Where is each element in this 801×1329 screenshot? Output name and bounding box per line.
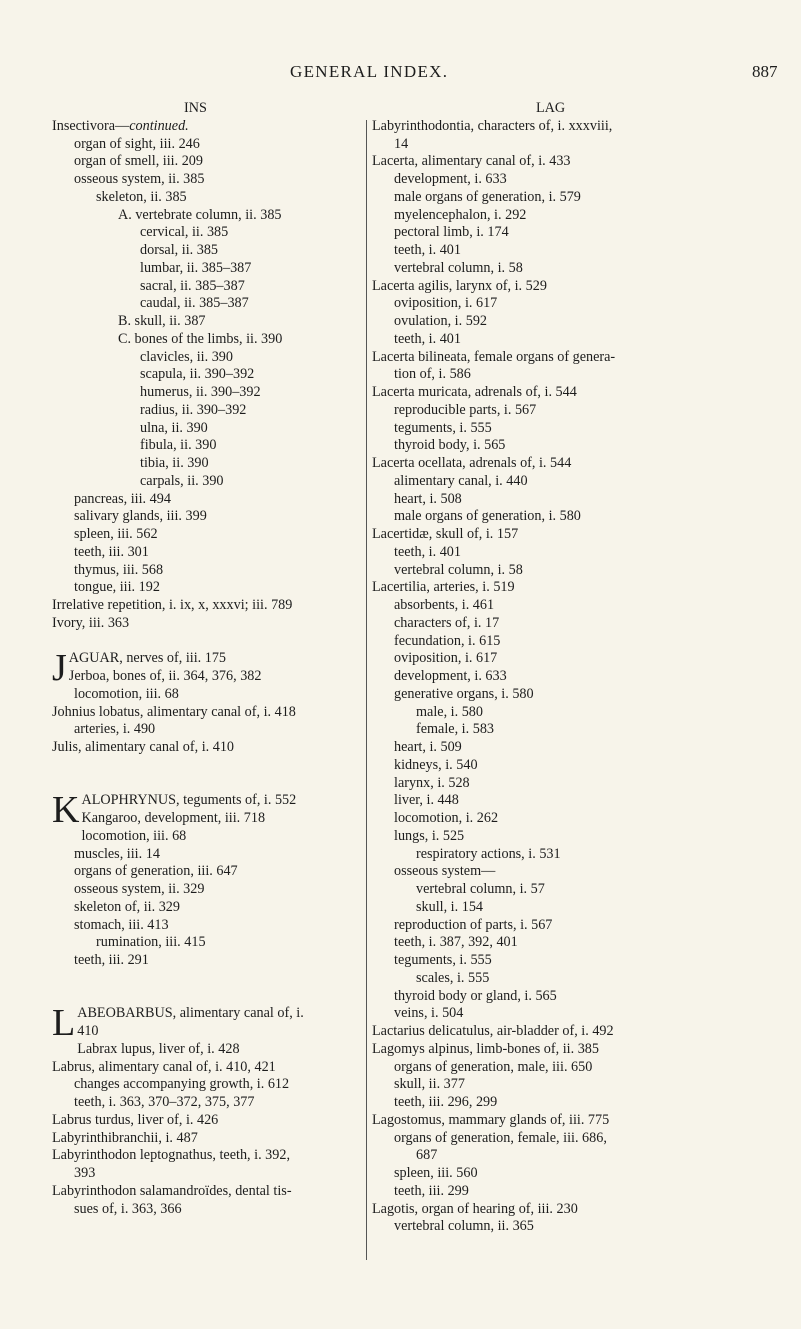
index-entry: Labrus turdus, liver of, i. 426 xyxy=(52,1111,219,1128)
index-entry: humerus, ii. 390–392 xyxy=(140,384,261,400)
index-entry: vertebral column, i. 58 xyxy=(394,259,523,276)
index-entry: teguments, i. 555 xyxy=(394,419,492,436)
running-title: GENERAL INDEX. xyxy=(290,62,449,81)
index-entry: Lagostomus, mammary glands of, iii. 775 xyxy=(372,1111,610,1128)
index-entry: scapula, ii. 390–392 xyxy=(140,366,255,383)
section-j xyxy=(52,647,412,690)
index-entry: Johnius lobatus, alimentary canal of, i. 418 xyxy=(52,703,296,720)
index-entry: osseous system— xyxy=(394,863,496,880)
index-entry: salivary glands, iii. 399 xyxy=(74,508,207,525)
index-entry: cervical, ii. 385 xyxy=(140,224,229,241)
index-entry: characters of, i. 17 xyxy=(394,614,500,631)
index-entry: A. vertebrate column, ii. 385 xyxy=(118,206,282,223)
index-entry: development, i. 633 xyxy=(394,171,507,187)
index-entry: teeth, i. 363, 370–372, 375, 377 xyxy=(74,1094,255,1110)
index-entry: teguments, i. 555 xyxy=(394,952,492,968)
index-entry: vertebral column, ii. 365 xyxy=(394,1218,534,1235)
index-entry: clavicles, ii. 390 xyxy=(140,348,233,365)
index-entry: locomotion, i. 262 xyxy=(394,810,499,826)
index-entry: B. skull, ii. 387 xyxy=(118,313,206,329)
continued-note: continued. xyxy=(129,117,189,134)
index-entry: muscles, iii. 14 xyxy=(74,845,160,862)
section-j-line2: Jerboa, bones of, ii. 364, 376, 382 xyxy=(68,668,262,684)
section-l-line1: ABEOBARBUS, alimentary canal of, i. xyxy=(77,1005,304,1022)
index-entry: dorsal, ii. 385 xyxy=(140,242,219,258)
index-entry: Lacertidæ, skull of, i. 157 xyxy=(372,526,519,542)
dropcap-k: K xyxy=(52,789,80,832)
index-entry: Labyrinthodontia, characters of, i. xxxviii, xyxy=(372,117,613,134)
index-entry: scales, i. 555 xyxy=(416,969,490,986)
index-entry: respiratory actions, i. 531 xyxy=(416,845,561,862)
index-entry: rumination, iii. 415 xyxy=(96,934,206,951)
index-entry: vertebral column, i. 58 xyxy=(394,561,523,578)
index-entry: reproducible parts, i. 567 xyxy=(394,401,537,418)
index-entry: Ivory, iii. 363 xyxy=(52,614,130,631)
index-entry: organs of generation, female, iii. 686, xyxy=(394,1129,607,1146)
index-entry: female, i. 583 xyxy=(416,721,495,738)
index-entry: myelencephalon, i. 292 xyxy=(394,206,527,223)
index-entry: oviposition, i. 617 xyxy=(394,650,498,667)
index-entry: locomotion, iii. 68 xyxy=(81,827,187,844)
index-entry: kidneys, i. 540 xyxy=(394,756,478,773)
index-entry: vertebral column, i. 57 xyxy=(416,881,545,897)
index-entry: tibia, ii. 390 xyxy=(140,455,209,471)
index-entry: male, i. 580 xyxy=(416,703,483,720)
index-entry: Labyrinthodon leptognathus, teeth, i. 392, xyxy=(52,1147,290,1164)
section-l-entries xyxy=(52,1041,412,1219)
index-entry: skeleton, ii. 385 xyxy=(96,188,187,205)
index-entry: Lagotis, organ of hearing of, iii. 230 xyxy=(372,1200,578,1217)
index-entry: oviposition, i. 617 xyxy=(394,295,498,312)
index-entry: liver, i. 448 xyxy=(394,792,459,809)
index-entry: tion of, i. 586 xyxy=(394,366,471,383)
index-entry: teeth, i. 401 xyxy=(394,330,461,347)
index-entry: teeth, i. 387, 392, 401 xyxy=(394,934,518,951)
index-entry: Lacerta bilineata, female organs of genera- xyxy=(372,348,616,365)
index-entry: veins, i. 504 xyxy=(394,1005,464,1022)
index-entry: larynx, i. 528 xyxy=(394,774,470,791)
index-entry: osseous system, ii. 329 xyxy=(74,881,205,897)
index-entry: organ of sight, iii. 246 xyxy=(74,135,200,152)
index-entry: heart, i. 508 xyxy=(394,490,462,507)
index-entry: C. bones of the limbs, ii. 390 xyxy=(118,330,283,347)
right-column xyxy=(372,100,767,1236)
index-entry: sacral, ii. 385–387 xyxy=(140,277,245,294)
guide-word-left: INS xyxy=(184,100,207,116)
index-entry: Insectivora—continued. xyxy=(52,117,189,134)
index-entry: skeleton of, ii. 329 xyxy=(74,898,180,915)
index-entry: pancreas, iii. 494 xyxy=(74,490,171,507)
index-entry: Lactarius delicatulus, air-bladder of, i. 492 xyxy=(372,1023,614,1039)
left-column xyxy=(52,100,412,1218)
index-entry: absorbents, i. 461 xyxy=(394,597,495,613)
index-entry: teeth, i. 401 xyxy=(394,543,461,560)
index-entry: heart, i. 509 xyxy=(394,739,462,755)
index-entry: skull, i. 154 xyxy=(416,898,484,915)
index-entry: Julis, alimentary canal of, i. 410 xyxy=(52,739,235,755)
index-entry: ulna, ii. 390 xyxy=(140,419,208,436)
index-entry: carpals, ii. 390 xyxy=(140,472,224,489)
section-k xyxy=(52,789,412,832)
index-entry: 14 xyxy=(394,135,409,152)
index-entry: fibula, ii. 390 xyxy=(140,437,217,454)
index-entry: male organs of generation, i. 580 xyxy=(394,508,581,525)
section-l xyxy=(52,1002,412,1045)
section-k-line1: ALOPHRYNUS, teguments of, i. 552 xyxy=(81,792,297,809)
index-entry: organs of generation, male, iii. 650 xyxy=(394,1058,593,1075)
index-entry: arteries, i. 490 xyxy=(74,721,156,738)
index-entry: Irrelative repetition, i. ix, x, xxxvi; iii. 789 xyxy=(52,597,293,613)
dropcap-l: L xyxy=(52,1002,76,1045)
index-entry: teeth, i. 401 xyxy=(394,242,461,258)
index-entry: radius, ii. 390–392 xyxy=(140,401,247,418)
index-entry: pectoral limb, i. 174 xyxy=(394,224,509,241)
guide-word-right: LAG xyxy=(536,100,566,116)
index-entry: male organs of generation, i. 579 xyxy=(394,188,581,205)
index-entry: Lacerta agilis, larynx of, i. 529 xyxy=(372,277,547,294)
index-entry: Labyrinthibranchii, i. 487 xyxy=(52,1129,198,1146)
section-k-line2: Kangaroo, development, iii. 718 xyxy=(81,810,266,826)
index-entry: osseous system, ii. 385 xyxy=(74,171,205,187)
index-entry: thymus, iii. 568 xyxy=(74,561,164,578)
section-l-line2: 410 xyxy=(77,1023,99,1039)
dropcap-j: J xyxy=(52,647,67,690)
index-entry: Lacerta, alimentary canal of, i. 433 xyxy=(372,153,571,170)
index-entry: thyroid body, i. 565 xyxy=(394,437,506,454)
index-entry: teeth, iii. 301 xyxy=(74,543,149,560)
index-entry: Lacerta ocellata, adrenals of, i. 544 xyxy=(372,455,572,471)
index-entry: spleen, iii. 562 xyxy=(74,526,158,542)
index-entry: lungs, i. 525 xyxy=(394,827,465,844)
index-entry: locomotion, iii. 68 xyxy=(74,685,179,702)
index-entry: teeth, iii. 291 xyxy=(74,952,149,968)
left-entries xyxy=(52,118,412,633)
index-entry: Lacerta muricata, adrenals of, i. 544 xyxy=(372,384,577,400)
index-entry: sues of, i. 363, 366 xyxy=(74,1200,182,1217)
index-entry: teeth, iii. 299 xyxy=(394,1182,469,1199)
index-entry: alimentary canal, i. 440 xyxy=(394,472,528,489)
index-entry: ovulation, i. 592 xyxy=(394,313,488,329)
section-j-entries xyxy=(52,686,412,757)
index-entry: skull, ii. 377 xyxy=(394,1076,465,1093)
index-entry: stomach, iii. 413 xyxy=(74,916,169,933)
index-entry: tongue, iii. 192 xyxy=(74,579,160,596)
index-entry: reproduction of parts, i. 567 xyxy=(394,916,553,933)
index-entry: Labyrinthodon salamandroïdes, dental tis- xyxy=(52,1182,292,1199)
index-entry: organ of smell, iii. 209 xyxy=(74,153,203,170)
right-entries xyxy=(372,118,767,1236)
page-number: 887 xyxy=(752,62,778,81)
index-entry: 687 xyxy=(416,1147,438,1164)
index-entry: 393 xyxy=(74,1165,96,1181)
index-entry: organs of generation, iii. 647 xyxy=(74,863,238,880)
index-entry: generative organs, i. 580 xyxy=(394,685,534,702)
index-entry: Labrus, alimentary canal of, i. 410, 421 xyxy=(52,1058,276,1075)
index-entry: spleen, iii. 560 xyxy=(394,1165,478,1181)
index-entry: caudal, ii. 385–387 xyxy=(140,295,249,312)
index-entry: Lagomys alpinus, limb-bones of, ii. 385 xyxy=(372,1040,599,1057)
index-entry: development, i. 633 xyxy=(394,668,507,684)
index-entry: Labrax lupus, liver of, i. 428 xyxy=(77,1040,240,1057)
index-entry: thyroid body or gland, i. 565 xyxy=(394,987,557,1004)
index-entry: teeth, iii. 296, 299 xyxy=(394,1094,498,1110)
section-k-entries xyxy=(52,828,412,970)
index-entry: changes accompanying growth, i. 612 xyxy=(74,1076,290,1093)
index-entry: fecundation, i. 615 xyxy=(394,632,501,649)
index-entry: Lacertilia, arteries, i. 519 xyxy=(372,579,515,596)
page-header xyxy=(0,62,801,86)
section-j-line1: AGUAR, nerves of, iii. 175 xyxy=(68,650,227,667)
index-entry: lumbar, ii. 385–387 xyxy=(140,259,252,276)
